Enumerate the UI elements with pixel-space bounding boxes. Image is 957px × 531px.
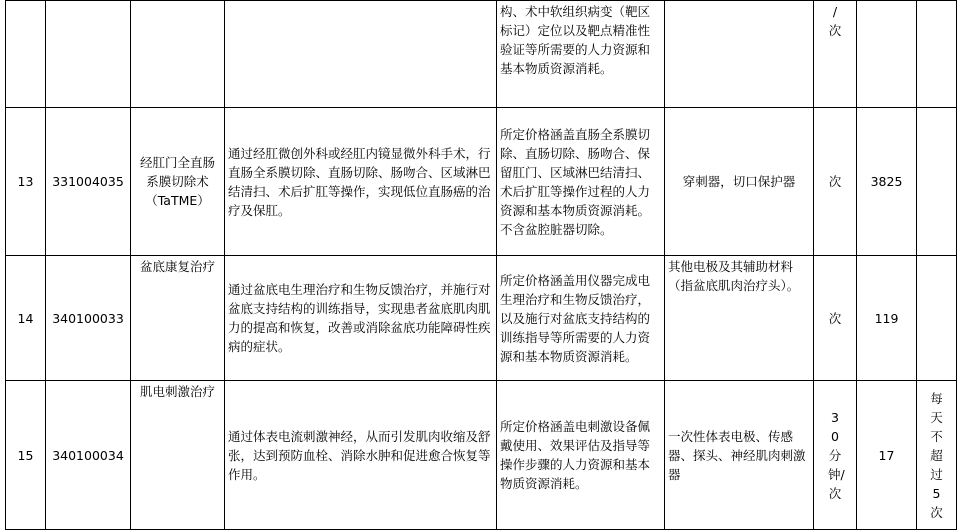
medical-service-price-table [5, 0, 957, 530]
unit-cell [814, 256, 857, 381]
unit-text: 次 [828, 310, 842, 326]
price-content-cell: 所定价格涵盖电刺激设备佩戴使用、效果评估及指导等操作步骤的人力资源和基本物质资源消耗。 [497, 381, 665, 530]
price-cell [857, 1, 917, 108]
code-cell: 331004035 [46, 108, 131, 256]
code-cell [46, 1, 131, 108]
note-cell [917, 381, 957, 530]
connotation-cell: 通过经肛微创外科或经肛内镜显微外科手术，行直肠全系膜切除、直肠切除、肠吻合、区域淋巴结清扫、术后扩肛等操作，实现低位直肠癌的治疗及保肛。 [225, 108, 497, 256]
table-row [6, 108, 957, 256]
item-name-cell: 经肛门全直肠系膜切除术（TaTME） [131, 108, 225, 256]
item-name-cell [131, 1, 225, 108]
excluded-content-cell: 一次性体表电极、传感器、探头、神经肌肉刺激器 [665, 381, 814, 530]
price-cell: 3825 [857, 108, 917, 256]
note-cell [917, 256, 957, 381]
table-row [6, 381, 957, 530]
unit-text: 30分钟/次 [828, 409, 845, 501]
connotation-cell: 通过盆底电生理治疗和生物反馈治疗，并施行对盆底支持结构的训练指导，实现患者盆底肌肉肌力的提高和恢复，改善或消除盆底功能障碍性疾病的症状。 [225, 256, 497, 381]
price-content-cell: 构、术中软组织病变（靶区标记）定位以及靶点精准性验证等所需要的人力资源和基本物质资源消耗。 [497, 1, 665, 108]
seq-cell: 15 [6, 381, 46, 530]
unit-cell [814, 1, 857, 108]
excluded-content-cell: 其他电极及其辅助材料（指盆底肌肉治疗头）。 [665, 256, 814, 381]
seq-cell: 13 [6, 108, 46, 256]
unit-cell [814, 108, 857, 256]
item-name-cell: 肌电刺激治疗 [131, 381, 225, 530]
connotation-cell: 通过体表电流刺激神经，从而引发肌肉收缩及舒张，达到预防血栓、消除水肿和促进愈合恢复等作用。 [225, 381, 497, 530]
price-cell: 119 [857, 256, 917, 381]
price-cell: 17 [857, 381, 917, 530]
unit-text: /次 [828, 4, 842, 38]
note-cell [917, 108, 957, 256]
note-text: 每天不超过5次 [930, 390, 943, 520]
table-row [6, 256, 957, 381]
seq-cell [6, 1, 46, 108]
code-cell: 340100033 [46, 256, 131, 381]
code-cell: 340100034 [46, 381, 131, 530]
item-name-cell: 盆底康复治疗 [131, 256, 225, 381]
price-content-cell: 所定价格涵盖直肠全系膜切除、直肠切除、肠吻合、保留肛门、区域淋巴结清扫、术后扩肛等操作过程的人力资源和基本物质资源消耗。不含盆腔脏器切除。 [497, 108, 665, 256]
table-row [6, 1, 957, 108]
seq-cell: 14 [6, 256, 46, 381]
connotation-cell [225, 1, 497, 108]
unit-cell [814, 381, 857, 530]
unit-text: 次 [828, 174, 842, 189]
excluded-content-cell [665, 1, 814, 108]
note-cell [917, 1, 957, 108]
price-content-cell: 所定价格涵盖用仪器完成电生理治疗和生物反馈治疗，以及施行对盆底支持结构的训练指导等所需要的人力资源和基本物质资源消耗。 [497, 256, 665, 381]
excluded-content-cell: 穿刺器，切口保护器 [665, 108, 814, 256]
